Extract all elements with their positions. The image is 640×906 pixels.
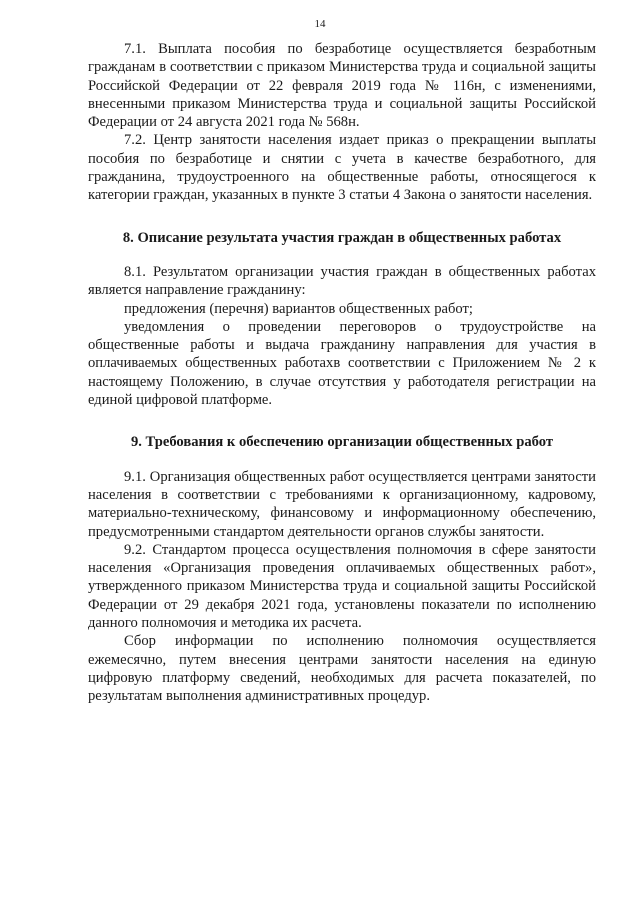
document-body [88,40,596,706]
paragraph-8-1: 8.1. Результатом организации участия граждан в общественных работах является направление гражданину: [88,263,596,299]
paragraph-8-1-item-1: предложения (перечня) вариантов общественных работ; [124,300,473,317]
paragraph-7-2: 7.2. Центр занятости населения издает приказ о прекращении выплаты пособия по безработице и снятии с учета в качестве безработного, для гражданина, трудоустроенного на общественные работы, относящегося к категории граждан, указанных в пункте 3 статьи 4 Закона о занятости населения. [88,132,596,204]
section-8-heading: 8. Описание результата участия граждан в общественных работах [122,229,562,246]
paragraph-8-1-item-2: уведомления о проведении переговоров о трудоустройстве на общественные работы и выдача гражданину направления для участия в оплачиваемых общественных работахв соответствии с Приложением № 2 к настоящему Положению, в случае отсутствия у работодателя регистрации на единой цифровой платформе. [88,318,596,409]
paragraph-9-2: 9.2. Стандартом процесса осуществления полномочия в сфере занятости населения «Организация проведения оплачиваемых общественных работ», утвержденного приказом Министерства труда и социальной защиты Российской Федерации от 29 декабря 2021 года, установлены показатели по исполнению данного полномочия и методика их расчета. [88,541,596,632]
paragraph-9-2-continued: Сбор информации по исполнению полномочия осуществляется ежемесячно, путем внесения центрами занятости населения на единую цифровую платформу сведений, необходимых для расчета показателей, по результатам выполнения административных процедур. [88,633,596,705]
page-number: 14 [314,18,326,30]
paragraph-7-1: 7.1. Выплата пособия по безработице осуществляется безработным гражданам в соответствии с приказом Министерства труда и социальной защиты Российской Федерации от 22 февраля 2019 года № 116н, с изменениями, внесенными приказом Министерства труда и социальной защиты Российской Федерации от 24 августа 2021 года № 568н. [88,41,596,131]
section-9-heading: 9. Требования к обеспечению организации общественных работ [130,434,554,451]
paragraph-9-1: 9.1. Организация общественных работ осуществляется центрами занятости населения в соответствии с требованиями к организационному, кадровому, материально-техническому, финансовому и информационному обеспечению, предусмотренными стандартом деятельности органов службы занятости. [88,468,596,540]
